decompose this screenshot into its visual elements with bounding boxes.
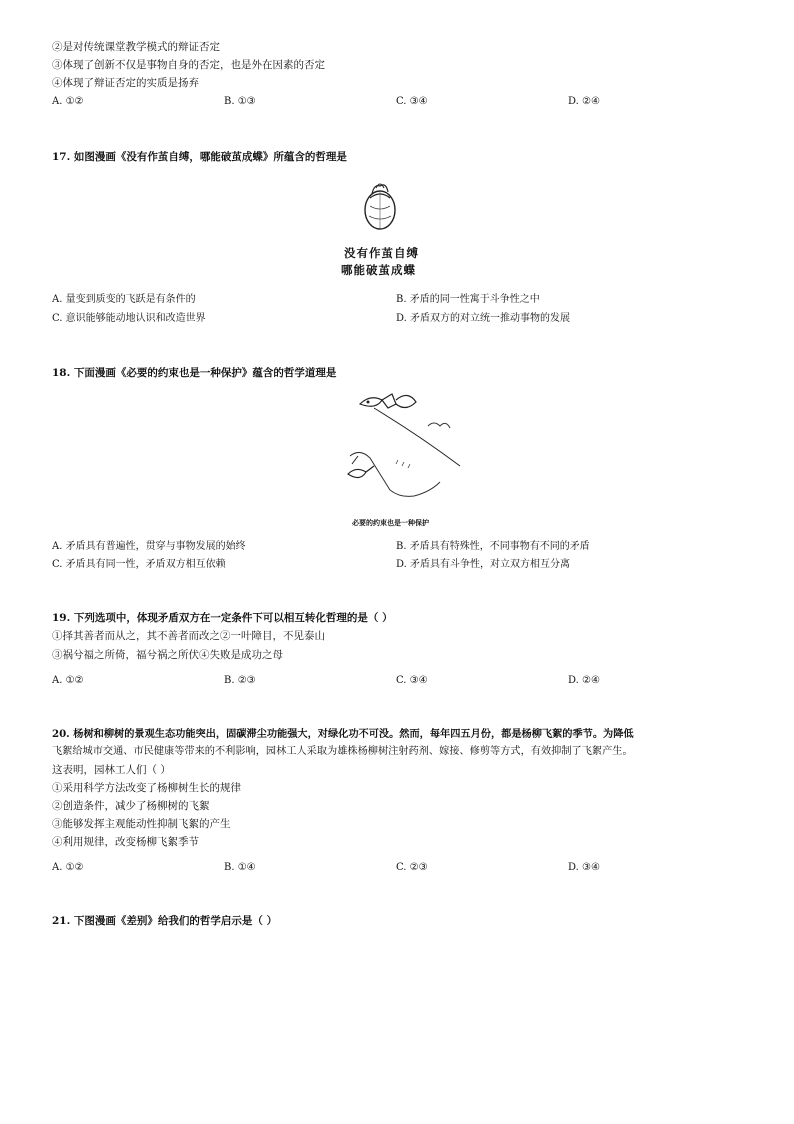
question-17-stem: 17. 如图漫画《没有作茧自缚，哪能破茧成蝶》所蕴含的哲理是 [52, 151, 347, 163]
kite-illustration [330, 386, 468, 512]
statement-2: ②是对传统课堂教学模式的辩证否定 [52, 41, 220, 53]
option-d: D. ②④ [568, 96, 600, 107]
q20-option-a: A. ①② [52, 862, 84, 873]
question-20-stem-line-3: 这表明，园林工人们（ ） [52, 764, 171, 776]
statement-4: ④体现了辩证否定的实质是扬弃 [52, 77, 199, 89]
cartoon-caption-line-2: 哪能破茧成蝶 [341, 263, 416, 277]
cartoon-caption-line-1: 没有作茧自缚 [344, 246, 419, 260]
cartoon-caption: 必要的约束也是一种保护 [352, 519, 429, 527]
question-20-stem-line-1: 20. 杨树和柳树的景观生态功能突出，固碳滞尘功能强大，对绿化功不可没。然而，每年四五月份，都是杨柳飞絮的季节。为降低 [52, 728, 634, 740]
question-18-stem: 18. 下面漫画《必要的约束也是一种保护》蕴含的哲学道理是 [52, 367, 337, 379]
q17-option-d: D. 矛盾双方的对立统一推动事物的发展 [396, 313, 571, 324]
q20-statement-1: ①采用科学方法改变了杨柳树生长的规律 [52, 782, 241, 794]
q20-option-d: D. ③④ [568, 862, 600, 873]
q20-statement-3: ③能够发挥主观能动性抑制飞絮的产生 [52, 818, 231, 830]
cocoon-illustration [360, 176, 400, 234]
q19-statement-line-2: ③祸兮福之所倚，福兮祸之所伏④失败是成功之母 [52, 649, 283, 661]
question-21-stem: 21. 下图漫画《差别》给我们的哲学启示是（ ） [52, 915, 278, 927]
q20-option-c: C. ②③ [396, 862, 428, 873]
question-19-stem: 19. 下列选项中，体现矛盾双方在一定条件下可以相互转化哲理的是（ ） [52, 612, 393, 624]
q17-option-c: C. 意识能够能动地认识和改造世界 [52, 313, 206, 324]
q20-statement-4: ④利用规律，改变杨柳飞絮季节 [52, 836, 199, 848]
q18-option-b: B. 矛盾具有特殊性，不同事物有不同的矛盾 [396, 541, 590, 552]
question-20-stem-line-2: 飞絮给城市交通、市民健康等带来的不利影响，园林工人采取为雄株杨柳树注射药剂、嫁接、修剪等方式，有效抑制了飞絮产生。 [52, 746, 633, 757]
q19-statement-line-1: ①择其善者而从之，其不善者而改之②一叶障目，不见泰山 [52, 630, 325, 642]
q19-option-b: B. ②③ [224, 675, 256, 686]
q17-option-a: A. 量变到质变的飞跃是有条件的 [52, 294, 196, 305]
option-b: B. ①③ [224, 96, 256, 107]
q20-option-b: B. ①④ [224, 862, 256, 873]
q19-option-c: C. ③④ [396, 675, 428, 686]
option-c: C. ③④ [396, 96, 428, 107]
q18-option-a: A. 矛盾具有普遍性，贯穿与事物发展的始终 [52, 541, 246, 552]
q17-option-b: B. 矛盾的同一性寓于斗争性之中 [396, 294, 540, 305]
q20-statement-2: ②创造条件，减少了杨柳树的飞絮 [52, 800, 210, 812]
q19-option-a: A. ①② [52, 675, 84, 686]
statement-3: ③体现了创新不仅是事物自身的否定，也是外在因素的否定 [52, 59, 325, 71]
q18-option-c: C. 矛盾具有同一性，矛盾双方相互依赖 [52, 559, 226, 570]
option-a: A. ①② [52, 96, 84, 107]
q19-option-d: D. ②④ [568, 675, 600, 686]
q18-option-d: D. 矛盾具有斗争性，对立双方相互分离 [396, 559, 571, 570]
